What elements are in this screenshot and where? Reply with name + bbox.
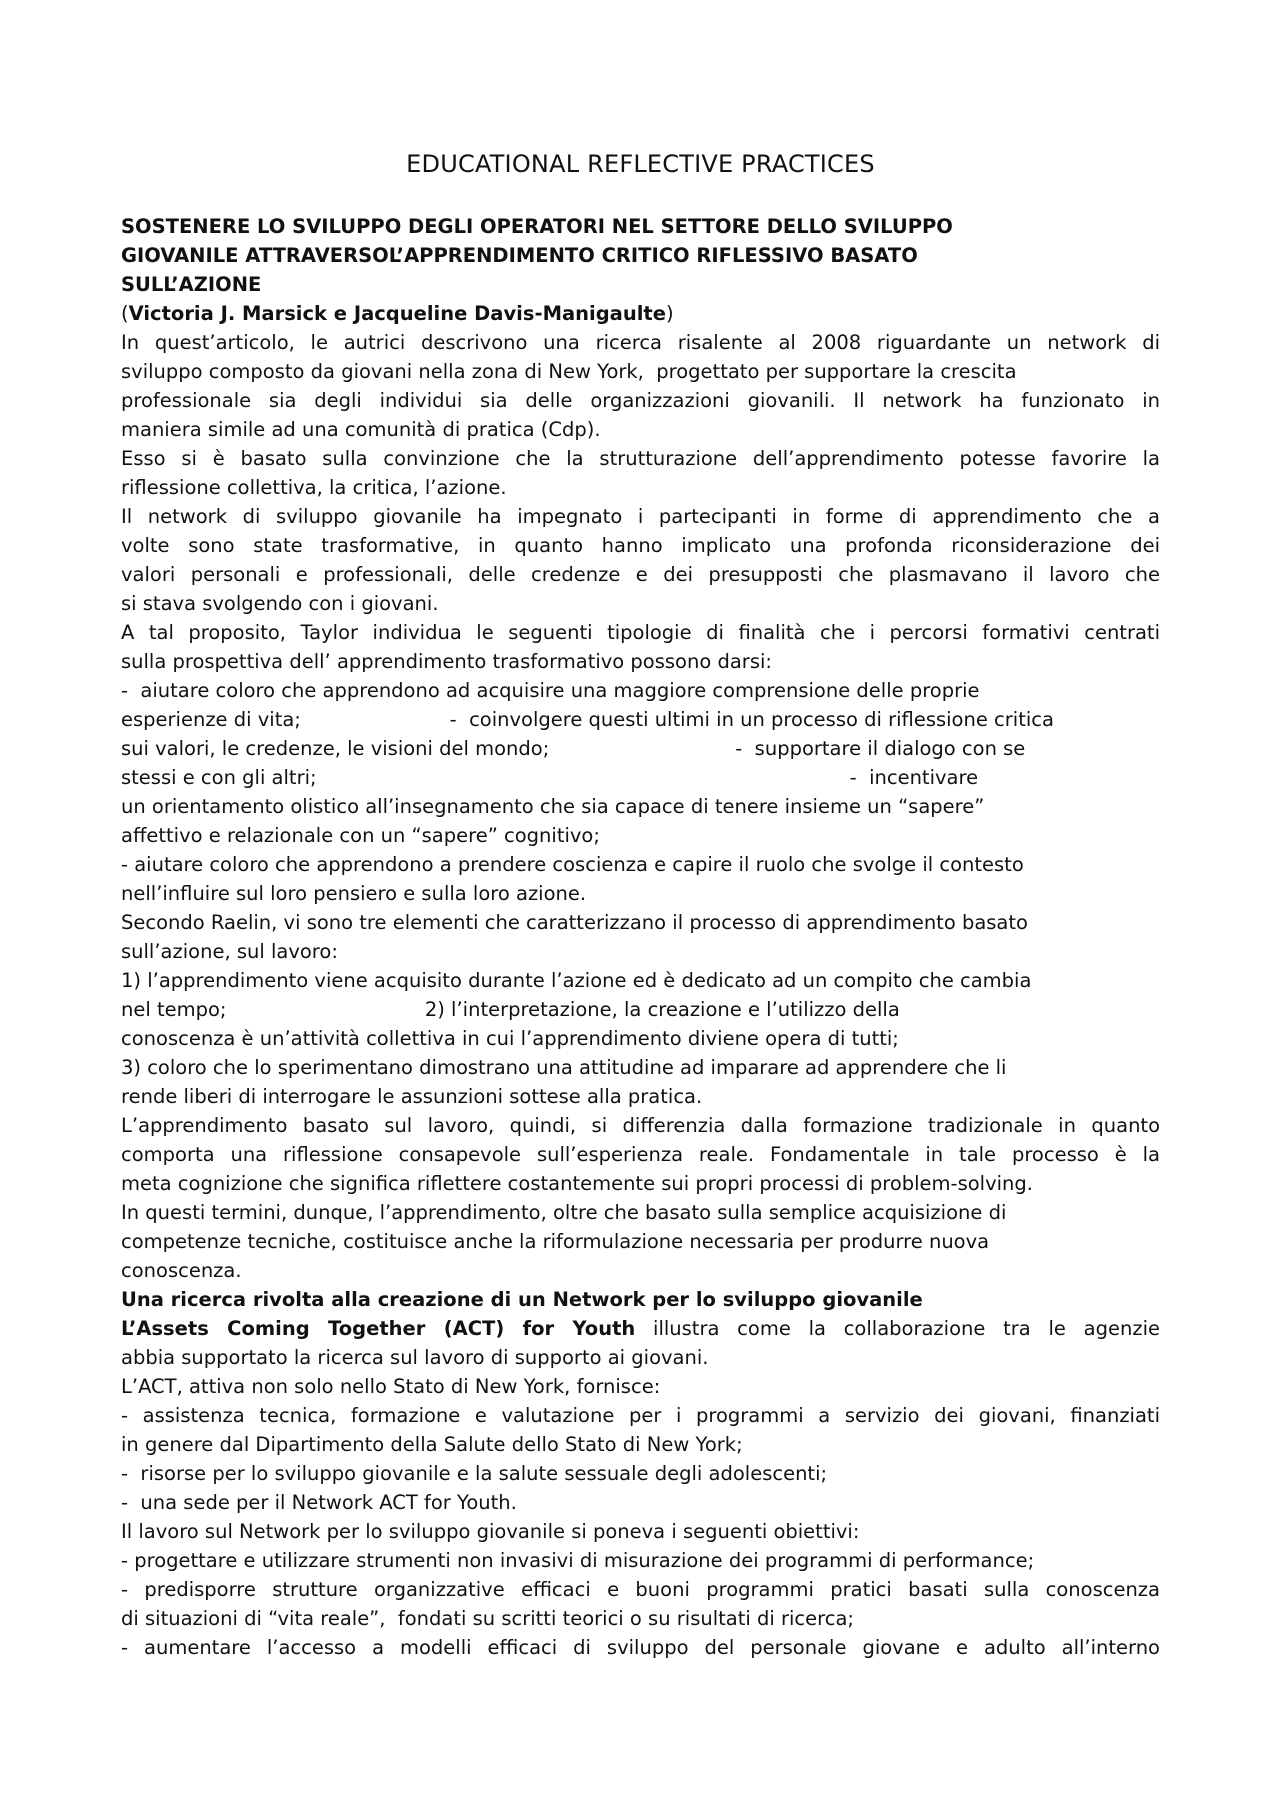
text-line: professionale sia degli individui sia delle organizzazioni giovanili. Il network ha funzionato in (121, 389, 1160, 412)
text-line: esperienze di vita; - coinvolgere questi ultimi in un processo di riflessione critica (121, 708, 1054, 731)
text-line: in genere dal Dipartimento della Salute dello Stato di New York; (121, 1433, 743, 1456)
article-heading-line: GIOVANILE ATTRAVERSOL’APPRENDIMENTO CRITICO RIFLESSIVO BASATO (121, 244, 918, 267)
text-line: riflessione collettiva, la critica, l’azione. (121, 476, 507, 499)
text-line: L’apprendimento basato sul lavoro, quindi, si differenzia dalla formazione tradizionale in quanto (121, 1114, 1160, 1137)
text-line: sull’azione, sul lavoro: (121, 940, 338, 963)
text-line: Esso si è basato sulla convinzione che la strutturazione dell’apprendimento potesse favorire la (121, 447, 1160, 470)
text-line: - assistenza tecnica, formazione e valutazione per i programmi a servizio dei giovani, finanziati (121, 1404, 1160, 1427)
text-line: si stava svolgendo con i giovani. (121, 592, 439, 615)
text-line: - una sede per il Network ACT for Youth. (121, 1491, 517, 1514)
text-line: nell’influire sul loro pensiero e sulla loro azione. (121, 882, 587, 905)
act-paragraphs (121, 1343, 1160, 1662)
body-paragraphs (121, 328, 1160, 1285)
text-line: - aumentare l’accesso a modelli efficaci di sviluppo del personale giovane e adulto all’interno (121, 1636, 1160, 1659)
text-line: meta cognizione che significa riflettere costantemente sui propri processi di problem-solving. (121, 1172, 1033, 1195)
text-line: competenze tecniche, costituisce anche la riformulazione necessaria per produrre nuova (121, 1230, 990, 1253)
article-heading (121, 212, 1160, 299)
text-line: 1) l’apprendimento viene acquisito durante l’azione ed è dedicato ad un compito che cambia (121, 969, 1032, 992)
act-name: L’Assets Coming Together (ACT) for Youth (121, 1317, 636, 1340)
text-line: stessi e con gli altri; - incentivare (121, 766, 979, 789)
text-line: 3) coloro che lo sperimentano dimostrano una attitudine ad imparare ad apprendere che li (121, 1056, 1007, 1079)
text-line: sviluppo composto da giovani nella zona di New York, progettato per supportare la crescita (121, 360, 1017, 383)
text-line: sulla prospettiva dell’ apprendimento trasformativo possono darsi: (121, 650, 772, 673)
text-line: A tal proposito, Taylor individua le seguenti tipologie di finalità che i percorsi formativi centrati (121, 621, 1160, 644)
authors-open-paren: ( (121, 302, 129, 325)
text-line: conoscenza è un’attività collettiva in cui l’apprendimento diviene opera di tutti; (121, 1027, 899, 1050)
text-line: conoscenza. (121, 1259, 242, 1282)
text-line: L’ACT, attiva non solo nello Stato di New York, fornisce: (121, 1375, 661, 1398)
text-line: affettivo e relazionale con un “sapere” cognitivo; (121, 824, 600, 847)
text-line: Il network di sviluppo giovanile ha impegnato i partecipanti in forme di apprendimento che a (121, 505, 1160, 528)
document-title: EDUCATIONAL REFLECTIVE PRACTICES (406, 150, 875, 178)
text-line: comporta una riflessione consapevole sull’esperienza reale. Fondamentale in tale processo è la (121, 1143, 1160, 1166)
article-heading-line: SULL’AZIONE (121, 273, 262, 296)
text-line: In questi termini, dunque, l’apprendimento, oltre che basato sulla semplice acquisizione di (121, 1201, 1007, 1224)
article-heading-line: SOSTENERE LO SVILUPPO DEGLI OPERATORI NEL SETTORE DELLO SVILUPPO (121, 215, 953, 238)
article-body (121, 299, 1160, 1662)
text-line: Il lavoro sul Network per lo sviluppo giovanile si poneva i seguenti obiettivi: (121, 1520, 860, 1543)
text-line: rende liberi di interrogare le assunzioni sottese alla pratica. (121, 1085, 703, 1108)
text-line: - predisporre strutture organizzative efficaci e buoni programmi pratici basati sulla conoscenza (121, 1578, 1160, 1601)
text-line: Secondo Raelin, vi sono tre elementi che caratterizzano il processo di apprendimento basato (121, 911, 1028, 934)
authors-close-paren: ) (665, 302, 674, 325)
text-line: sui valori, le credenze, le visioni del mondo; - supportare il dialogo con se (121, 737, 1026, 760)
text-line: maniera simile ad una comunità di pratica (Cdp). (121, 418, 601, 441)
text-line: abbia supportato la ricerca sul lavoro di supporto ai giovani. (121, 1346, 709, 1369)
text-line: volte sono state trasformative, in quanto hanno implicato una profonda riconsiderazione dei (121, 534, 1160, 557)
text-line: - risorse per lo sviluppo giovanile e la salute sessuale degli adolescenti; (121, 1462, 828, 1485)
text-line: - aiutare coloro che apprendono a prendere coscienza e capire il ruolo che svolge il contesto (121, 853, 1024, 876)
act-intro-text: illustra come la collaborazione tra le agenzie (635, 1317, 1160, 1340)
text-line: - aiutare coloro che apprendono ad acquisire una maggiore comprensione delle proprie (121, 679, 980, 702)
section-heading: Una ricerca rivolta alla creazione di un Network per lo sviluppo giovanile (121, 1288, 923, 1311)
text-line: In quest’articolo, le autrici descrivono una ricerca risalente al 2008 riguardante un network di (121, 331, 1160, 354)
text-line: nel tempo; 2) l’interpretazione, la creazione e l’utilizzo della (121, 998, 900, 1021)
act-intro-line (121, 1314, 1160, 1343)
text-line: - progettare e utilizzare strumenti non invasivi di misurazione dei programmi di performance; (121, 1549, 1035, 1572)
text-line: un orientamento olistico all’insegnamento che sia capace di tenere insieme un “sapere” (121, 795, 985, 818)
text-line: di situazioni di “vita reale”, fondati su scritti teorici o su risultati di ricerca; (121, 1607, 854, 1630)
authors-line (121, 299, 1160, 328)
authors: Victoria J. Marsick e Jacqueline Davis-Manigaulte (128, 302, 666, 325)
text-line: valori personali e professionali, delle credenze e dei presupposti che plasmavano il lavoro che (121, 563, 1160, 586)
